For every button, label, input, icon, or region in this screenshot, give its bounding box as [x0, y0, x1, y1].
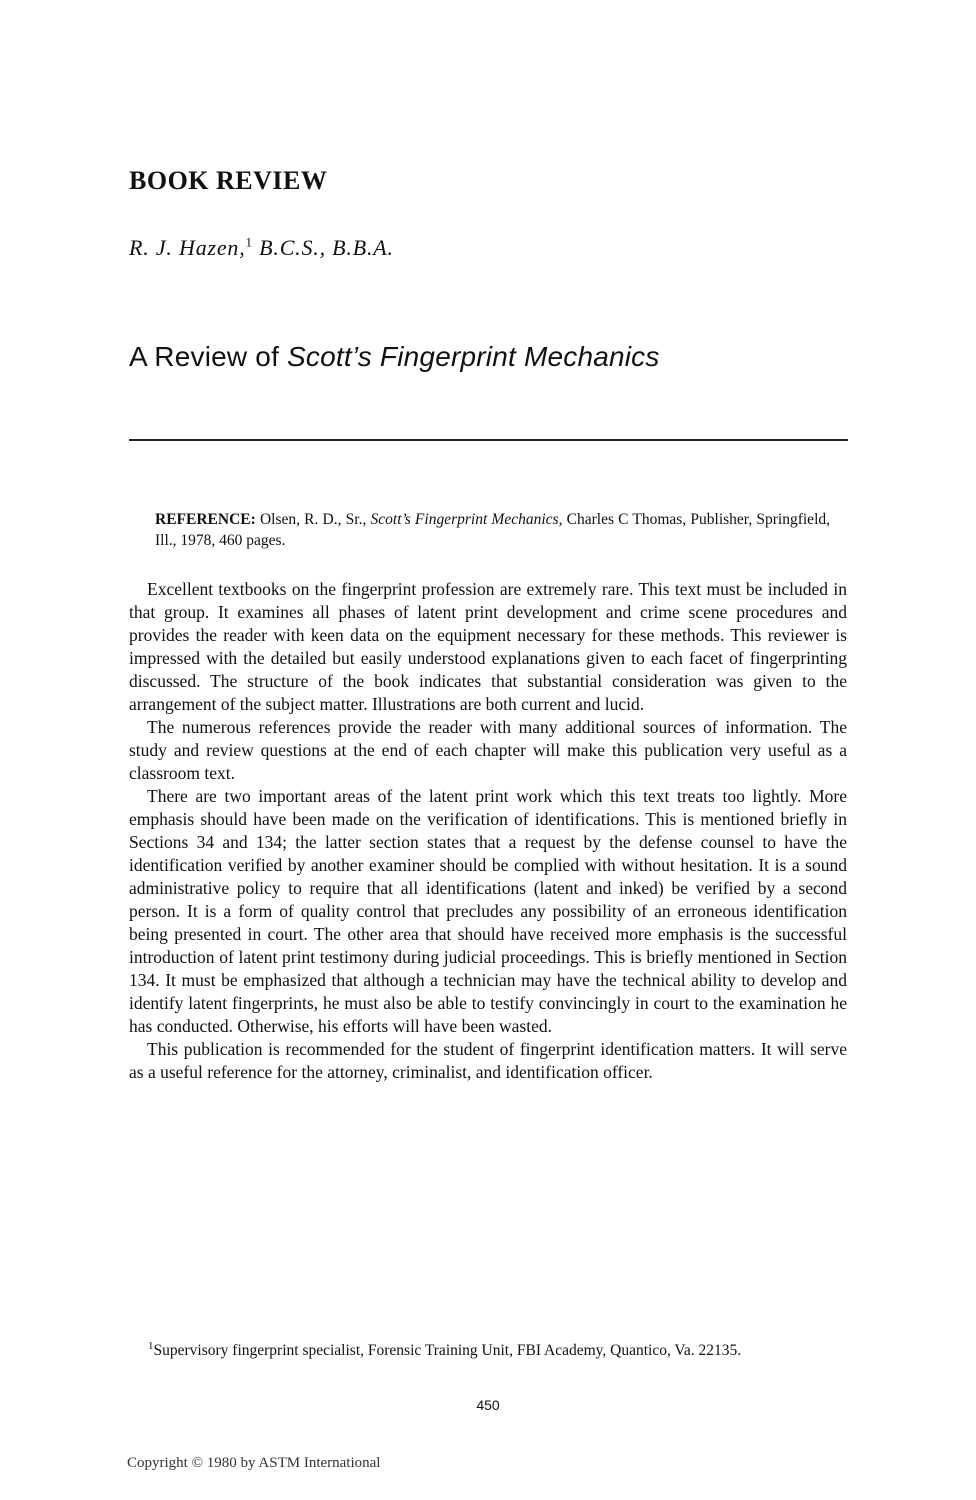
article-title: [129, 341, 660, 373]
author-degrees: B.C.S., B.B.A.: [259, 235, 394, 260]
copyright-notice: Copyright © 1980 by ASTM International: [127, 1455, 381, 1471]
title-prefix: A Review of: [129, 341, 288, 372]
author-footnote-marker: 1: [245, 234, 253, 250]
title-book-name: Scott’s Fingerprint Mechanics: [287, 341, 660, 372]
author-name: R. J. Hazen,: [129, 235, 246, 260]
body-paragraph: This publication is recommended for the student of fingerprint identification matters. It will serve as a useful reference for the attorney, criminalist, and identification officer.: [129, 1039, 847, 1082]
footnote-text: Supervisory fingerprint specialist, Forensic Training Unit, FBI Academy, Quantico, Va. 22135.: [153, 1342, 742, 1359]
body-paragraph: The numerous references provide the reader with many additional sources of information. The study and review questions at the end of each chapter will make this publication very useful as a classroom text.: [129, 717, 847, 783]
body-paragraph: Excellent textbooks on the fingerprint profession are extremely rare. This text must be included in that group. It examines all phases of latent print development and crime scene procedures and provides the reader with keen data on the equipment necessary for these methods. This reviewer is impressed with the detailed but easily understood explanations given to each facet of fingerprinting discussed. The structure of the book indicates that substantial consideration was given to the arrangement of the subject matter. Illustrations are both current and lucid.: [129, 579, 847, 714]
footnote: [129, 1339, 849, 1360]
section-label: BOOK REVIEW: [129, 166, 328, 195]
reference-publisher: Charles C Thomas, Publisher, Springfield, Ill., 1978, 460 pages.: [155, 511, 830, 549]
reference-label: REFERENCE:: [155, 511, 256, 528]
review-body: [129, 578, 847, 1084]
author-line: [129, 235, 394, 261]
reference-book-title: Scott’s Fingerprint Mechanics,: [370, 511, 563, 528]
reference-block: [155, 509, 830, 551]
body-paragraph: There are two important areas of the latent print work which this text treats too lightly. More emphasis should have been made on the verification of identifications. This is mentioned briefly in Sections 34 and 134; the latter section states that a request by the defense counsel to have the identification verified by another examiner should be complied with without hesitation. It is a sound administrative policy to require that all identifications (latent and inked) be verified by a second person. It is a form of quality control that precludes any possibility of an erroneous identification being presented in court. The other area that should have received more emphasis is the successful introduction of latent print testimony during judicial proceedings. This is briefly mentioned in Section 134. It must be emphasized that although a technician may have the technical ability to develop and identify latent fingerprints, he must also be able to testify convincingly in court to the examination he has conducted. Otherwise, his efforts will have been wasted.: [129, 786, 847, 1036]
footnote-marker: 1: [148, 1339, 154, 1352]
page-number: 450: [476, 1397, 500, 1413]
title-divider: [129, 439, 848, 441]
reference-authors: Olsen, R. D., Sr.,: [255, 511, 371, 528]
